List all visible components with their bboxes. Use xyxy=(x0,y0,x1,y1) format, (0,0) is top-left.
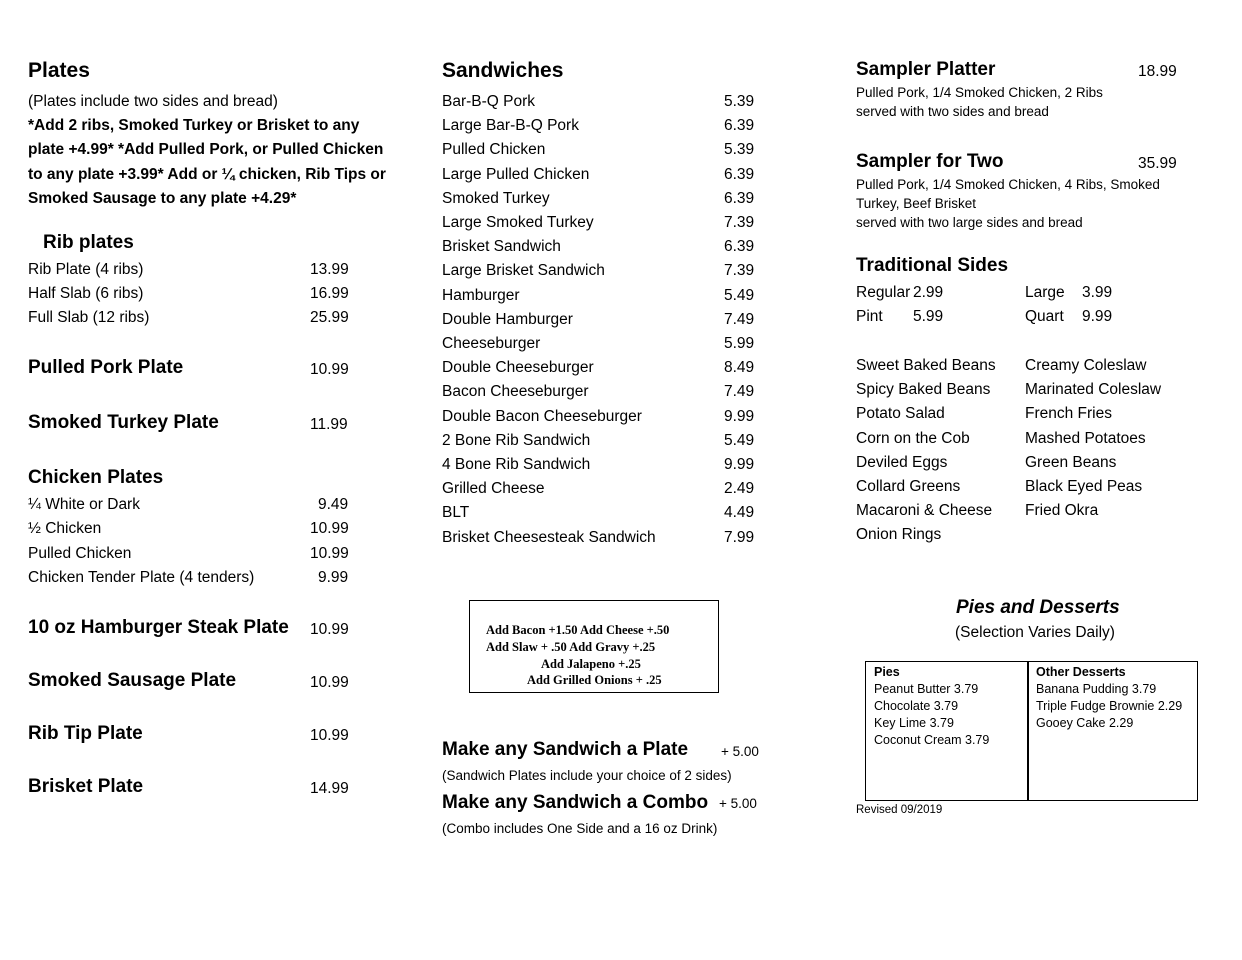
side-item: Onion Rings xyxy=(856,526,942,544)
side-item: Marinated Coleslaw xyxy=(1025,381,1162,399)
other-desserts-heading: Other Desserts xyxy=(1036,665,1126,679)
traditional-sides-heading: Traditional Sides xyxy=(856,255,1009,276)
desserts-heading: Pies and Desserts xyxy=(956,597,1120,618)
sandwich-item-name: Pulled Chicken xyxy=(442,141,546,159)
sandwich-item-name: Large Bar-B-Q Pork xyxy=(442,117,579,135)
sandwich-item-price: 6.39 xyxy=(724,189,755,207)
smoked-turkey-plate-price: 11.99 xyxy=(310,416,348,433)
sampler-platter-desc: served with two sides and bread xyxy=(856,104,1049,119)
sampler-platter-price: 18.99 xyxy=(1138,63,1177,80)
chicken-item-name: Pulled Chicken xyxy=(28,545,132,562)
sandwich-addons-box xyxy=(469,600,719,693)
sandwich-item-price: 2.49 xyxy=(724,480,755,498)
addon-line: Add Slaw + .50 Add Gravy +.25 xyxy=(486,640,656,654)
sandwiches-heading: Sandwiches xyxy=(442,59,564,82)
sandwich-item-price: 5.99 xyxy=(724,335,755,352)
sandwich-item-price: 7.99 xyxy=(724,528,755,546)
plates-heading: Plates xyxy=(28,59,90,82)
make-combo-note: (Combo includes One Side and a 16 oz Drink) xyxy=(442,821,718,836)
sandwich-item-price: 9.99 xyxy=(724,407,755,425)
rib-item-name: Full Slab (12 ribs) xyxy=(28,309,150,326)
sampler-for-two-desc: served with two large sides and bread xyxy=(856,215,1083,230)
side-item: Macaroni & Cheese xyxy=(856,502,993,520)
pie-item: Key Lime 3.79 xyxy=(874,716,954,730)
sandwich-item-price: 7.49 xyxy=(724,383,755,401)
chicken-plates-heading: Chicken Plates xyxy=(28,467,164,488)
hamburger-steak-plate-price: 10.99 xyxy=(310,621,349,638)
sandwich-item-price: 8.49 xyxy=(724,359,755,377)
make-plate-title: Make any Sandwich a Plate xyxy=(442,739,689,760)
pie-item: Peanut Butter 3.79 xyxy=(874,682,979,696)
side-item: Creamy Coleslaw xyxy=(1025,357,1147,374)
plates-addon-line: plate +4.99* *Add Pulled Pork, or Pulled Chicken xyxy=(28,141,384,158)
side-item: Black Eyed Peas xyxy=(1025,478,1143,495)
rib-item-name: Half Slab (6 ribs) xyxy=(28,285,144,302)
smoked-turkey-plate-name: Smoked Turkey Plate xyxy=(28,412,219,433)
side-size-name: Pint xyxy=(856,308,883,325)
side-item: Spicy Baked Beans xyxy=(856,381,991,399)
sandwich-item-price: 5.49 xyxy=(724,431,755,449)
sandwich-item-name: 4 Bone Rib Sandwich xyxy=(442,456,591,473)
side-item: Fried Okra xyxy=(1025,502,1099,520)
side-size-price: 5.99 xyxy=(913,308,944,325)
sandwich-item-name: Hamburger xyxy=(442,286,520,304)
side-size-name: Quart xyxy=(1025,308,1064,325)
smoked-sausage-plate-name: Smoked Sausage Plate xyxy=(28,670,237,691)
rib-item-price: 13.99 xyxy=(310,261,349,278)
chicken-item-price: 9.99 xyxy=(318,569,349,586)
desserts-box-divider xyxy=(1027,662,1029,800)
side-item: Corn on the Cob xyxy=(856,429,970,447)
rib-plates-heading: Rib plates xyxy=(43,232,134,253)
sampler-for-two-desc: Pulled Pork, 1/4 Smoked Chicken, 4 Ribs, Smoked xyxy=(856,177,1160,192)
side-size-price: 9.99 xyxy=(1082,308,1113,325)
sandwich-item-name: Brisket Cheesesteak Sandwich xyxy=(442,528,656,546)
side-item: Potato Salad xyxy=(856,405,945,423)
chicken-item-price: 9.49 xyxy=(318,496,349,513)
rib-tip-plate-price: 10.99 xyxy=(310,727,349,744)
brisket-plate-name: Brisket Plate xyxy=(28,776,144,797)
desserts-subtitle: (Selection Varies Daily) xyxy=(955,624,1115,641)
addon-line: Add Jalapeno +.25 xyxy=(541,657,641,671)
sandwich-item-name: Double Hamburger xyxy=(442,310,573,328)
rib-item-price: 16.99 xyxy=(310,285,349,302)
sampler-for-two-price: 35.99 xyxy=(1138,155,1177,172)
sandwich-item-price: 9.99 xyxy=(724,456,755,473)
chicken-item-price: 10.99 xyxy=(310,545,349,562)
sampler-for-two-title: Sampler for Two xyxy=(856,151,1004,172)
desserts-box xyxy=(865,661,1198,801)
sandwich-item-price: 5.39 xyxy=(724,93,755,110)
plates-addon-line: to any plate +3.99* Add or ¼ chicken, Rib Tips or xyxy=(28,166,386,183)
sandwich-item-price: 6.39 xyxy=(724,238,755,256)
sandwich-item-price: 5.39 xyxy=(724,141,755,159)
chicken-item-name: ½ Chicken xyxy=(28,520,102,537)
revised-date: Revised 09/2019 xyxy=(856,804,943,816)
side-item: French Fries xyxy=(1025,405,1112,423)
sandwich-item-name: 2 Bone Rib Sandwich xyxy=(442,431,591,449)
addon-line: Add Bacon +1.50 Add Cheese +.50 xyxy=(486,623,670,637)
sampler-platter-title: Sampler Platter xyxy=(856,59,996,80)
pie-item: Chocolate 3.79 xyxy=(874,699,959,713)
make-plate-price: + 5.00 xyxy=(721,744,759,759)
make-combo-title: Make any Sandwich a Combo xyxy=(442,792,709,813)
pulled-pork-plate-name: Pulled Pork Plate xyxy=(28,357,184,378)
sandwich-item-price: 7.49 xyxy=(724,310,755,328)
hamburger-steak-plate-name: 10 oz Hamburger Steak Plate xyxy=(28,617,289,638)
plates-addon-line: *Add 2 ribs, Smoked Turkey or Brisket to any xyxy=(28,117,360,134)
sandwich-item-price: 5.49 xyxy=(724,286,755,304)
sandwich-item-name: Large Smoked Turkey xyxy=(442,214,594,231)
sandwich-item-name: Brisket Sandwich xyxy=(442,238,561,256)
sampler-platter-desc: Pulled Pork, 1/4 Smoked Chicken, 2 Ribs xyxy=(856,85,1103,100)
sandwich-item-name: Grilled Cheese xyxy=(442,480,545,498)
side-item: Collard Greens xyxy=(856,478,961,495)
sandwich-item-name: Double Bacon Cheeseburger xyxy=(442,407,642,425)
side-size-name: Regular xyxy=(856,284,911,301)
addon-line: Add Grilled Onions + .25 xyxy=(527,673,662,687)
chicken-item-price: 10.99 xyxy=(310,520,349,537)
sandwich-item-price: 7.39 xyxy=(724,214,755,231)
side-size-name: Large xyxy=(1025,284,1065,301)
side-item: Deviled Eggs xyxy=(856,453,948,471)
sandwich-item-name: Large Pulled Chicken xyxy=(442,165,590,183)
side-item: Sweet Baked Beans xyxy=(856,357,996,374)
rib-tip-plate-name: Rib Tip Plate xyxy=(28,723,143,744)
rib-item-name: Rib Plate (4 ribs) xyxy=(28,261,144,278)
make-combo-price: + 5.00 xyxy=(719,796,757,811)
brisket-plate-price: 14.99 xyxy=(310,780,349,797)
sampler-for-two-desc: Turkey, Beef Brisket xyxy=(856,196,977,211)
sandwich-item-price: 7.39 xyxy=(724,262,755,280)
sandwich-item-name: Large Brisket Sandwich xyxy=(442,262,605,280)
pie-item: Coconut Cream 3.79 xyxy=(874,733,990,747)
chicken-item-name: ¼ White or Dark xyxy=(28,496,140,513)
sandwich-item-name: Smoked Turkey xyxy=(442,189,550,207)
sandwich-item-price: 4.49 xyxy=(724,504,755,522)
sandwich-item-name: Double Cheeseburger xyxy=(442,359,594,377)
sandwich-item-price: 6.39 xyxy=(724,117,755,135)
sandwich-item-name: Bar-B-Q Pork xyxy=(442,93,536,110)
other-dessert-item: Triple Fudge Brownie 2.29 xyxy=(1036,699,1183,713)
plates-addon-line: Smoked Sausage to any plate +4.29* xyxy=(28,190,297,207)
plates-note: (Plates include two sides and bread) xyxy=(28,93,278,110)
rib-item-price: 25.99 xyxy=(310,309,349,326)
side-size-price: 3.99 xyxy=(1082,284,1113,301)
other-dessert-item: Gooey Cake 2.29 xyxy=(1036,716,1134,730)
chicken-item-name: Chicken Tender Plate (4 tenders) xyxy=(28,569,255,586)
sandwich-item-price: 6.39 xyxy=(724,165,755,183)
sandwich-item-name: BLT xyxy=(442,504,470,522)
pulled-pork-plate-price: 10.99 xyxy=(310,361,349,378)
side-item: Mashed Potatoes xyxy=(1025,429,1146,447)
side-size-price: 2.99 xyxy=(913,284,944,301)
sandwich-item-name: Cheeseburger xyxy=(442,335,541,352)
pies-heading: Pies xyxy=(874,665,900,679)
side-item: Green Beans xyxy=(1025,453,1117,471)
make-plate-note: (Sandwich Plates include your choice of 2 sides) xyxy=(442,768,732,783)
sandwich-item-name: Bacon Cheeseburger xyxy=(442,383,589,401)
smoked-sausage-plate-price: 10.99 xyxy=(310,674,349,691)
other-dessert-item: Banana Pudding 3.79 xyxy=(1036,682,1157,696)
